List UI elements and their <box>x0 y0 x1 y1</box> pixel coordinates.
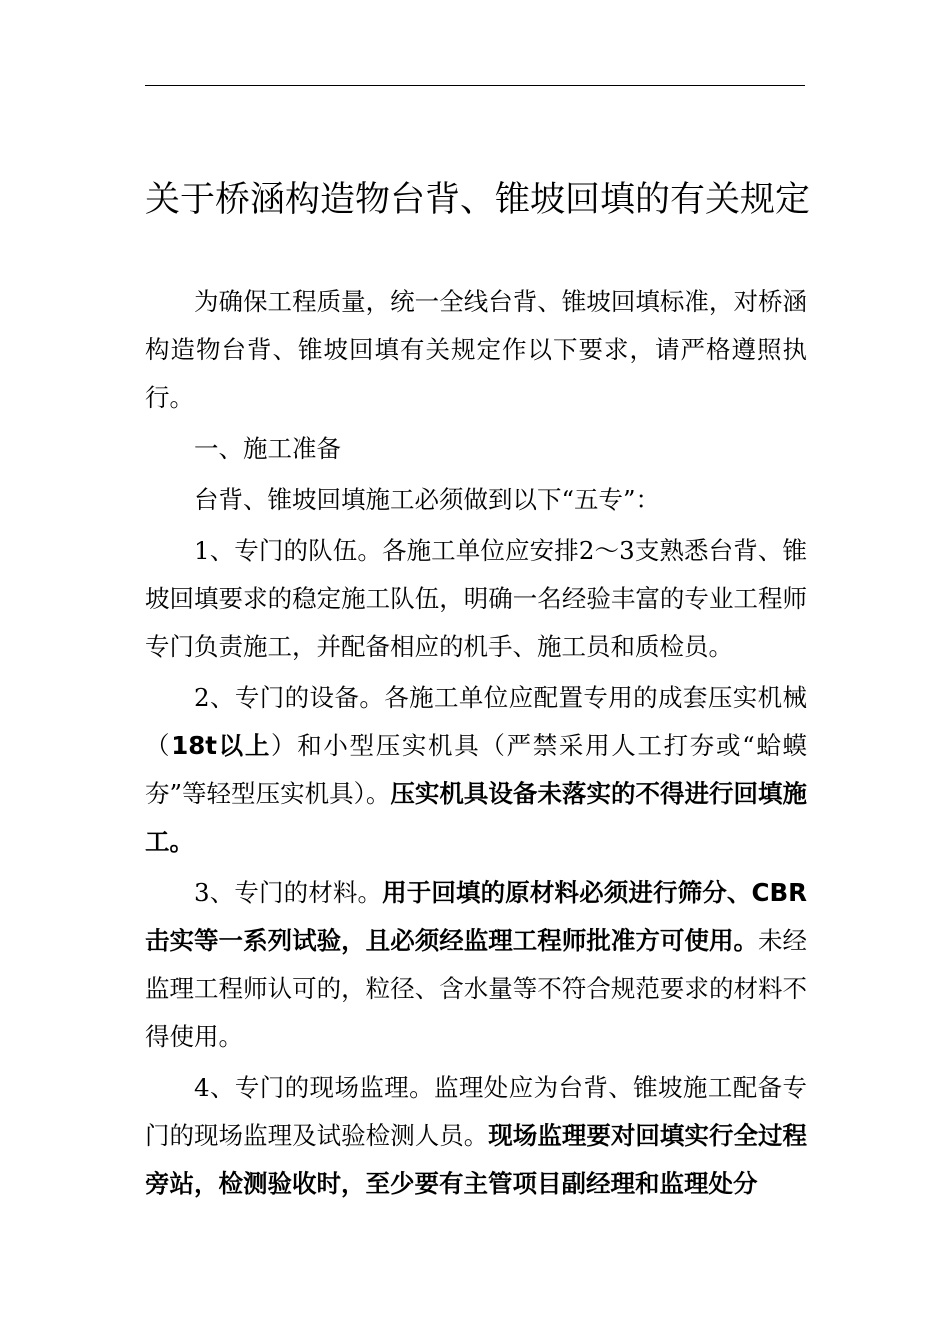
document-title: 关于桥涵构造物台背、锥坡回填的有关规定 <box>145 180 811 220</box>
item-4-paragraph <box>145 1064 807 1208</box>
item-4-emphasis: 现场监理要对回填实行全过程旁站，检测验收时，至少要有主管项目副经理和监理处分 <box>145 1121 808 1198</box>
item-3-paragraph <box>145 869 807 1061</box>
header-rule <box>145 85 805 86</box>
section-lead: 台背、锥坡回填施工必须做到以下“五专”： <box>194 485 661 514</box>
intro-paragraph: 为确保工程质量，统一全线台背、锥坡回填标准，对桥涵构造物台背、锥坡回填有关规定作以下要求，请严格遵照执行。 <box>145 287 807 412</box>
item-3-text-part2: 未经监理工程师认可的，粒径、含水量等不符合规范要求的材料不得使用。 <box>145 926 808 1051</box>
item-2-text-part2: ）和小型压实机具（严禁采用人工打夯或“蛤蟆夯”等轻型压实机具）。 <box>145 731 808 808</box>
item-2-tonnage: 18t以上 <box>171 731 272 760</box>
document-body <box>145 278 807 1208</box>
item-1-paragraph: 1、专门的队伍。各施工单位应安排2～3支熟悉台背、锥坡回填要求的稳定施工队伍，明确一名经验丰富的专业工程师专门负责施工，并配备相应的机手、施工员和质检员。 <box>145 536 807 661</box>
item-4-text-part1: 4、专门的现场监理。监理处应为台背、锥坡施工配备专门的现场监理及试验检测人员。 <box>145 1073 807 1150</box>
item-2-text-part1: 2、专门的设备。各施工单位应配置专用的成套压实机械（ <box>145 683 807 760</box>
item-3-text-part1: 3、专门的材料。 <box>194 878 383 907</box>
section-heading: 一、施工准备 <box>194 434 341 463</box>
item-3-emphasis: 用于回填的原材料必须进行筛分、CBR击实等一系列试验，且必须经监理工程师批准方可使用。 <box>145 878 807 955</box>
item-2-paragraph <box>145 674 807 866</box>
item-2-emphasis: 压实机具设备未落实的不得进行回填施工。 <box>145 779 808 856</box>
